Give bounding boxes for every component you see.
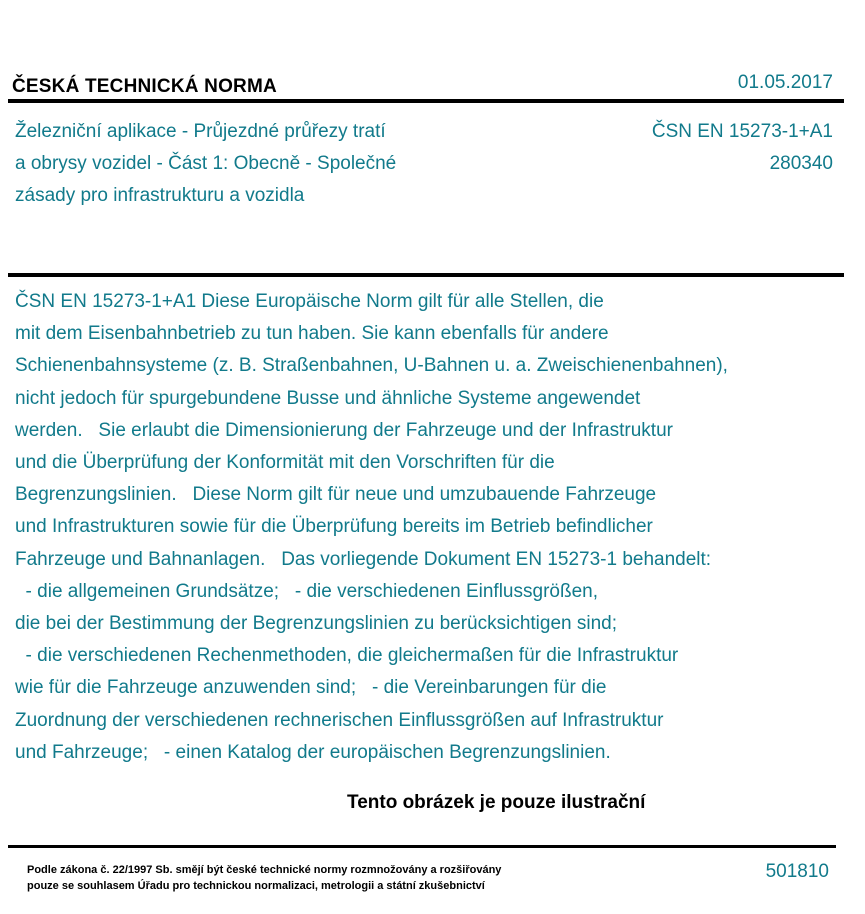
abstract-line: ČSN EN 15273-1+A1 Diese Europäische Norm gilt für alle Stellen, die (15, 291, 604, 312)
page-title: ČESKÁ TECHNICKÁ NORMA (12, 76, 277, 97)
norm-title-line: zásady pro infrastrukturu a vozidla (15, 185, 305, 206)
norm-identifiers (652, 116, 833, 180)
abstract-text (15, 286, 845, 769)
abstract-line: und Fahrzeuge; - einen Katalog der europäischen Begrenzungslinien. (15, 741, 611, 763)
abstract-line: Zuordnung der verschiedenen rechnerischen Einflussgrößen auf Infrastruktur (15, 709, 664, 731)
norm-title-line: Železniční aplikace - Průjezdné průřezy tratí (15, 121, 386, 142)
norm-designation: ČSN EN 15273-1+A1 (651, 121, 833, 142)
abstract-line: nicht jedoch für spurgebundene Busse und ähnliche Systeme angewendet (15, 387, 641, 409)
document-number: 501810 (765, 861, 829, 882)
abstract-line: die bei der Bestimmung der Begrenzungslinien zu berücksichtigen sind; (15, 613, 618, 635)
abstract-line: wie für die Fahrzeuge anzuwenden sind; - die Vereinbarungen für die (15, 677, 607, 699)
footer-divider (8, 845, 836, 848)
abstract-line: - die allgemeinen Grundsätze; - die verschiedenen Einflussgrößen, (15, 580, 598, 602)
norm-title-line: a obrysy vozidel - Část 1: Obecně - Společné (15, 153, 397, 174)
illustration-note: Tento obrázek je pouze ilustrační (347, 792, 646, 813)
abstract-line: Schienenbahnsysteme (z. B. Straßenbahnen, U-Bahnen u. a. Zweischienenbahnen), (15, 355, 728, 377)
abstract-line: mit dem Eisenbahnbetrieb zu tun haben. Sie kann ebenfalls für andere (15, 323, 609, 345)
abstract-line: - die verschiedenen Rechenmethoden, die gleichermaßen für die Infrastruktur (15, 645, 679, 667)
header-divider (8, 99, 844, 103)
abstract-line: und die Überprüfung der Konformität mit den Vorschriften für die (15, 452, 555, 474)
abstract-line: werden. Sie erlaubt die Dimensionierung der Fahrzeuge und der Infrastruktur (15, 419, 673, 441)
legal-notice-line: Podle zákona č. 22/1997 Sb. smějí být české technické normy rozmnožovány a rozšiřovány (27, 864, 502, 876)
legal-notice-line: pouze se souhlasem Úřadu pro technickou normalizaci, metrologii a státní zkušebnictví (27, 880, 485, 892)
abstract-line: Begrenzungslinien. Diese Norm gilt für neue und umzubauende Fahrzeuge (15, 484, 657, 506)
class-code: 280340 (769, 153, 833, 174)
norm-title (15, 116, 535, 212)
abstract-line: Fahrzeuge und Bahnanlagen. Das vorliegende Dokument EN 15273-1 behandelt: (15, 548, 712, 570)
abstract-line: und Infrastrukturen sowie für die Überprüfung bereits im Betrieb befindlicher (15, 516, 653, 538)
issue-date: 01.05.2017 (737, 72, 833, 93)
legal-notice (27, 862, 501, 894)
title-divider (8, 273, 844, 277)
